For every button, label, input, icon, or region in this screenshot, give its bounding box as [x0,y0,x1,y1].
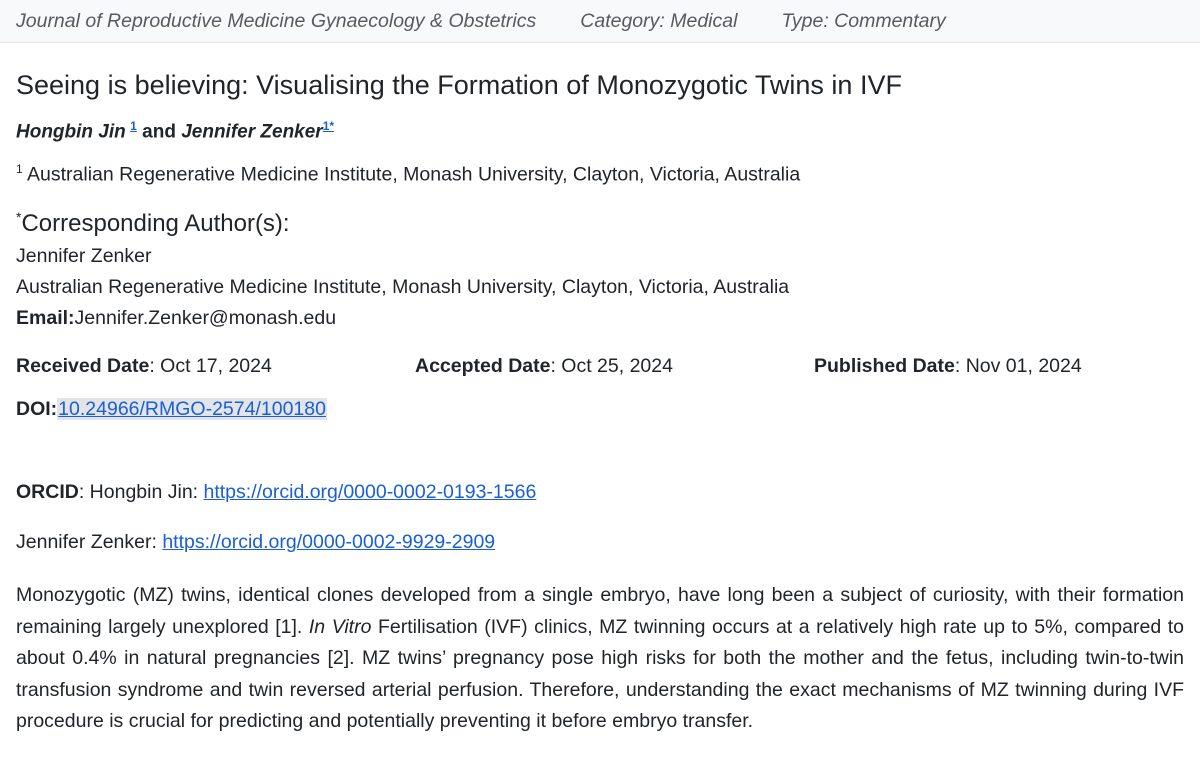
author-name: Hongbin Jin [16,121,126,143]
doi-label: DOI: [16,398,58,420]
category-label: Category: Medical [580,9,738,32]
doi-link[interactable]: 10.24966/RMGO-2574/100180 [58,398,326,420]
abstract-text: Fertilisation (IVF) clinics, MZ twinning occurs at a relatively high rate up to 5%, compared to about 0.4% in natural pregnancies [2]. MZ twins’ pregnancy pose high risks for both the mother and the fetus, including twin-to-twin transfusion syndrome and twin reversed arterial perfusion. Therefore, understanding the exact mechanisms of MZ twinning during IVF procedure is crucial for predicting and potentially preventing it before embryo transfer. [16,615,1184,732]
affiliation [16,162,800,187]
email-value: Jennifer.Zenker@monash.edu [74,307,337,329]
affiliation-text: Australian Regenerative Medicine Institute, Monash University, Clayton, Victoria, Australia [27,163,801,186]
orcid-author-name: Jennifer Zenker: [16,531,163,553]
published-label: Published Date [814,355,955,377]
asterisk-mark: * [16,209,22,225]
journal-header-bar [0,0,1200,43]
orcid-label: ORCID [16,481,79,503]
article-title: Seeing is believing: Visualising the Formation of Monozygotic Twins in IVF [16,70,902,100]
orcid-link[interactable]: https://orcid.org/0000-0002-9929-2909 [162,531,496,553]
corresponding-author-heading [16,209,290,238]
author-affiliation-link[interactable]: 1* [322,119,335,133]
abstract-paragraph [16,580,1184,738]
corresponding-heading-text: Corresponding Author(s): [21,210,290,237]
accepted-label: Accepted Date [415,355,551,377]
author-connector: and [142,121,176,143]
doi-line [16,398,327,421]
abstract-text: Monozygotic (MZ) twins, identical clones developed from a single embryo, have long been a subject of curiosity, with their formation remaining largely unexplored [1]. [16,584,1184,638]
author-list [16,117,334,143]
journal-name: Journal of Reproductive Medicine Gynaecology & Obstetrics [16,9,537,32]
orcid-link[interactable]: https://orcid.org/0000-0002-0193-1566 [203,481,537,503]
orcid-line-1 [16,481,536,504]
orcid-line-2 [16,531,495,554]
received-date [16,355,272,378]
accepted-date [415,355,673,378]
article-type-label: Type: Commentary [781,9,946,32]
orcid-author-name: : Hongbin Jin: [78,481,204,503]
published-value: : Nov 01, 2024 [954,355,1082,377]
author-name: Jennifer Zenker [181,121,323,143]
received-value: : Oct 17, 2024 [149,355,272,377]
affiliation-number: 1 [16,162,23,176]
corresponding-author-address: Australian Regenerative Medicine Institute, Monash University, Clayton, Victoria, Australia [16,276,790,298]
accepted-value: : Oct 25, 2024 [550,355,673,377]
received-label: Received Date [16,355,150,377]
corresponding-author-name: Jennifer Zenker [16,245,152,267]
abstract-italic-term: In Vitro [308,615,372,638]
author-affiliation-link[interactable]: 1 [130,119,137,133]
corresponding-author-email [16,307,336,330]
published-date [814,355,1082,378]
email-label: Email: [16,307,75,329]
